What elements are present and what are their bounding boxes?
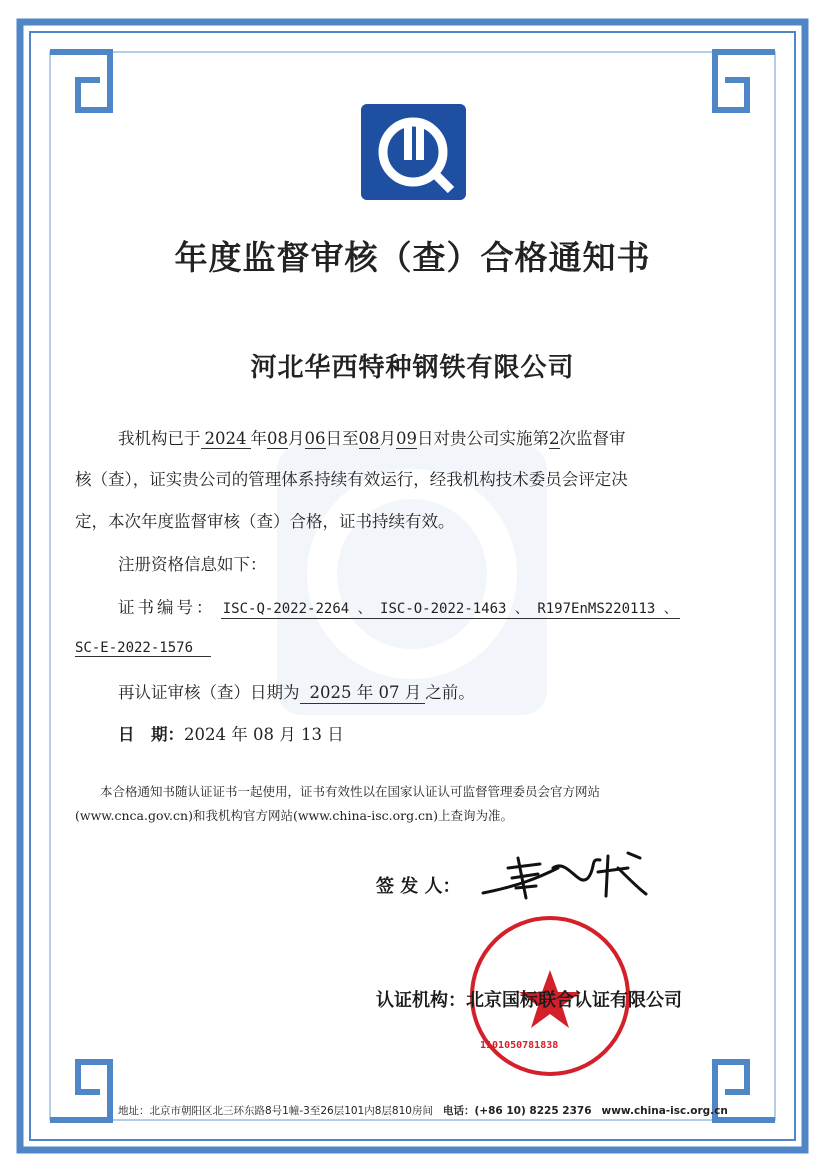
text: 再认证审核（查）日期为 [118, 683, 300, 702]
text: 日对贵公司实施第 [417, 429, 549, 448]
start-month: 08 [267, 429, 288, 448]
cert-numbers: ISC-Q-2022-2264 、 ISC-O-2022-1463 、 R197EnMS220113 、 [221, 598, 680, 619]
text: 月 [288, 429, 305, 448]
reg-info-heading: 注册资格信息如下： [118, 555, 267, 574]
website: www.china-isc.org.cn [601, 1105, 728, 1117]
text: 日至 [325, 429, 359, 448]
audit-year: 2024 [201, 429, 251, 449]
notice-title: 年度监督审核（查）合格通知书 [174, 238, 651, 277]
footer [118, 1103, 728, 1118]
date-value: 2024 年 08 月 13 日 [184, 725, 344, 744]
note-line-1: 本合格通知书随认证证书一起使用，证书有效性以在国家认证认可监督管理委员会官方网站 [100, 784, 601, 799]
date-label: 日 期： [118, 725, 184, 744]
paragraph-line-3: 定，本次年度监督审核（查）合格，证书持续有效。 [75, 512, 455, 531]
issuer-name: 北京国标联合认证有限公司 [466, 990, 682, 1011]
issue-date [118, 721, 344, 745]
audit-times: 2 [549, 429, 560, 448]
handwritten-signature [478, 838, 658, 910]
text: 年 [250, 429, 267, 448]
start-day: 06 [304, 429, 326, 448]
isc-logo-icon [361, 104, 466, 200]
text: 之前。 [425, 683, 475, 702]
text: 我机构已于 [118, 429, 201, 448]
text: 年 [356, 683, 374, 702]
recert-month: 07 [378, 683, 400, 702]
phone-label: 电话： [442, 1105, 475, 1117]
seal-number: 1101050781838 [480, 1040, 559, 1051]
address-label: 地址： [118, 1105, 150, 1117]
note-line-2: (www.cnca.gov.cn)和我机构官方网站(www.china-isc.org.cn)上查询为准。 [75, 808, 513, 823]
paragraph-line-2: 核（查），证实贵公司的管理体系持续有效运行，经我机构技术委员会评定决 [75, 470, 628, 489]
issuer-label: 认证机构： [376, 990, 466, 1011]
recert-line [118, 679, 475, 704]
text: 月 [379, 429, 396, 448]
cert-numbers-line-2 [75, 637, 211, 657]
address: 北京市朝阳区北三环东路8号1幢-3至26层101内8层810房间 [149, 1105, 433, 1117]
signer-label: 签 发 人： [376, 876, 461, 897]
end-month: 08 [358, 429, 380, 448]
cert-number-last: SC-E-2022-1576 [75, 640, 211, 657]
text: 次监督审 [559, 429, 626, 448]
paragraph-line-1 [118, 425, 626, 449]
recert-date [300, 679, 426, 704]
cert-numbers-line-1 [118, 594, 680, 619]
issuer-row [376, 986, 682, 1012]
cert-label: 证书编号： [118, 598, 216, 617]
end-day: 09 [396, 429, 417, 448]
text: 月 [404, 683, 422, 702]
company-name: 河北华西特种钢铁有限公司 [250, 353, 575, 383]
recert-year: 2025 [309, 683, 352, 702]
phone: (+86 10) 8225 2376 [474, 1105, 592, 1117]
